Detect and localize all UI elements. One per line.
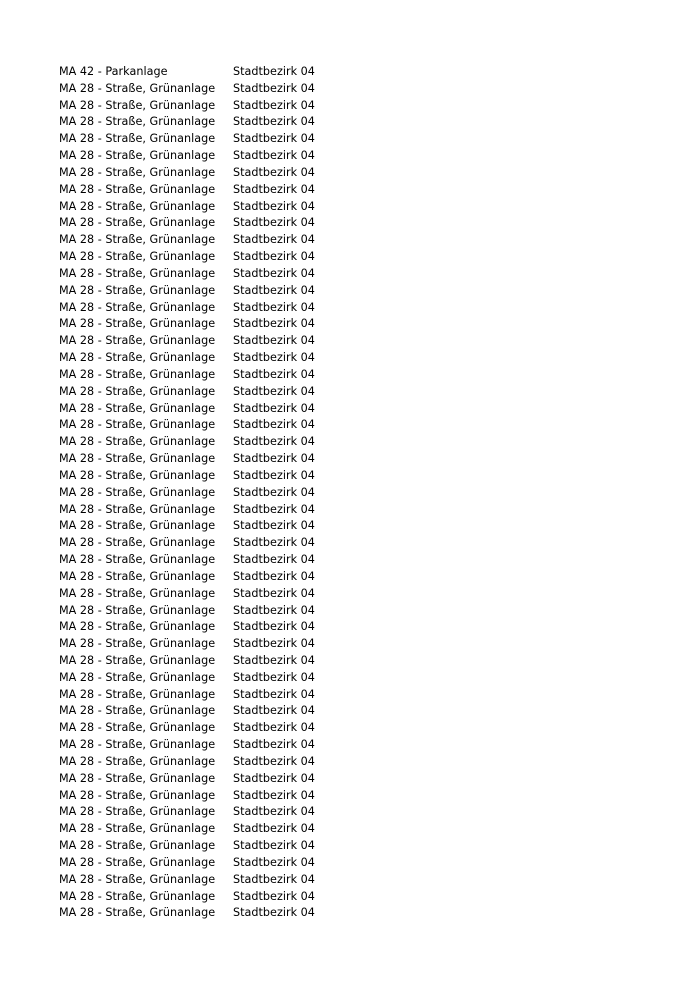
- cell-department: MA 28 - Straße, Grünanlage: [59, 704, 216, 718]
- table-row: [59, 266, 359, 283]
- cell-department: MA 28 - Straße, Grünanlage: [59, 872, 216, 886]
- table-row: [59, 300, 359, 317]
- cell-district: Stadtbezirk 04: [233, 199, 315, 213]
- table-row: [59, 81, 359, 98]
- table-row: [59, 249, 359, 266]
- cell-department: MA 28 - Straße, Grünanlage: [59, 553, 216, 567]
- table-row: [59, 468, 359, 485]
- table-row: [59, 889, 359, 906]
- table-row: [59, 653, 359, 670]
- cell-district: Stadtbezirk 04: [233, 182, 315, 196]
- table-row: [59, 804, 359, 821]
- table-row: [59, 485, 359, 502]
- cell-district: Stadtbezirk 04: [233, 149, 315, 163]
- table-row: [59, 165, 359, 182]
- cell-district: Stadtbezirk 04: [233, 872, 315, 886]
- cell-district: Stadtbezirk 04: [233, 334, 315, 348]
- cell-district: Stadtbezirk 04: [233, 839, 315, 853]
- cell-department: MA 28 - Straße, Grünanlage: [59, 603, 216, 617]
- cell-district: Stadtbezirk 04: [233, 300, 315, 314]
- table-row: [59, 586, 359, 603]
- cell-department: MA 28 - Straße, Grünanlage: [59, 98, 216, 112]
- cell-department: MA 28 - Straße, Grünanlage: [59, 502, 216, 516]
- cell-district: Stadtbezirk 04: [233, 519, 315, 533]
- table-row: [59, 283, 359, 300]
- cell-department: MA 28 - Straße, Grünanlage: [59, 199, 216, 213]
- table-row: [59, 316, 359, 333]
- cell-district: Stadtbezirk 04: [233, 367, 315, 381]
- cell-department: MA 28 - Straße, Grünanlage: [59, 182, 216, 196]
- cell-department: MA 28 - Straße, Grünanlage: [59, 468, 216, 482]
- table-row: [59, 434, 359, 451]
- cell-department: MA 28 - Straße, Grünanlage: [59, 788, 216, 802]
- cell-district: Stadtbezirk 04: [233, 384, 315, 398]
- cell-district: Stadtbezirk 04: [233, 670, 315, 684]
- cell-department: MA 28 - Straße, Grünanlage: [59, 418, 216, 432]
- cell-department: MA 28 - Straße, Grünanlage: [59, 149, 216, 163]
- cell-department: MA 28 - Straße, Grünanlage: [59, 266, 216, 280]
- table-row: [59, 619, 359, 636]
- cell-department: MA 28 - Straße, Grünanlage: [59, 670, 216, 684]
- cell-district: Stadtbezirk 04: [233, 485, 315, 499]
- cell-district: Stadtbezirk 04: [233, 637, 315, 651]
- cell-district: Stadtbezirk 04: [233, 569, 315, 583]
- cell-department: MA 28 - Straße, Grünanlage: [59, 233, 216, 247]
- cell-department: MA 28 - Straße, Grünanlage: [59, 435, 216, 449]
- cell-department: MA 28 - Straße, Grünanlage: [59, 839, 216, 853]
- table-row: [59, 199, 359, 216]
- cell-district: Stadtbezirk 04: [233, 906, 315, 920]
- cell-district: Stadtbezirk 04: [233, 687, 315, 701]
- cell-department: MA 28 - Straße, Grünanlage: [59, 754, 216, 768]
- table-row: [59, 838, 359, 855]
- table-row: [59, 182, 359, 199]
- cell-department: MA 28 - Straße, Grünanlage: [59, 653, 216, 667]
- table-row: [59, 821, 359, 838]
- cell-department: MA 28 - Straße, Grünanlage: [59, 805, 216, 819]
- cell-department: MA 28 - Straße, Grünanlage: [59, 586, 216, 600]
- cell-district: Stadtbezirk 04: [233, 233, 315, 247]
- cell-district: Stadtbezirk 04: [233, 250, 315, 264]
- cell-district: Stadtbezirk 04: [233, 317, 315, 331]
- table-row: [59, 232, 359, 249]
- cell-district: Stadtbezirk 04: [233, 553, 315, 567]
- table-row: [59, 670, 359, 687]
- table-row: [59, 636, 359, 653]
- cell-district: Stadtbezirk 04: [233, 418, 315, 432]
- table-row: [59, 603, 359, 620]
- table-row: [59, 215, 359, 232]
- table-row: [59, 737, 359, 754]
- table-row: [59, 114, 359, 131]
- cell-department: MA 28 - Straße, Grünanlage: [59, 620, 216, 634]
- cell-department: MA 28 - Straße, Grünanlage: [59, 250, 216, 264]
- cell-department: MA 28 - Straße, Grünanlage: [59, 452, 216, 466]
- table-row: [59, 384, 359, 401]
- table-row: [59, 148, 359, 165]
- cell-district: Stadtbezirk 04: [233, 165, 315, 179]
- cell-department: MA 28 - Straße, Grünanlage: [59, 132, 216, 146]
- table-row: [59, 451, 359, 468]
- cell-district: Stadtbezirk 04: [233, 805, 315, 819]
- table-row: [59, 552, 359, 569]
- cell-department: MA 28 - Straße, Grünanlage: [59, 351, 216, 365]
- cell-district: Stadtbezirk 04: [233, 115, 315, 129]
- table-row: [59, 367, 359, 384]
- cell-department: MA 28 - Straße, Grünanlage: [59, 367, 216, 381]
- cell-department: MA 28 - Straße, Grünanlage: [59, 569, 216, 583]
- cell-department: MA 28 - Straße, Grünanlage: [59, 81, 216, 95]
- cell-department: MA 28 - Straße, Grünanlage: [59, 216, 216, 230]
- cell-district: Stadtbezirk 04: [233, 283, 315, 297]
- data-table: [59, 64, 359, 922]
- cell-department: MA 28 - Straße, Grünanlage: [59, 822, 216, 836]
- cell-department: MA 28 - Straße, Grünanlage: [59, 115, 216, 129]
- cell-district: Stadtbezirk 04: [233, 216, 315, 230]
- cell-department: MA 28 - Straße, Grünanlage: [59, 855, 216, 869]
- table-row: [59, 64, 359, 81]
- cell-department: MA 28 - Straße, Grünanlage: [59, 165, 216, 179]
- cell-department: MA 28 - Straße, Grünanlage: [59, 738, 216, 752]
- table-row: [59, 535, 359, 552]
- cell-district: Stadtbezirk 04: [233, 855, 315, 869]
- cell-district: Stadtbezirk 04: [233, 586, 315, 600]
- cell-department: MA 28 - Straße, Grünanlage: [59, 401, 216, 415]
- cell-district: Stadtbezirk 04: [233, 468, 315, 482]
- cell-district: Stadtbezirk 04: [233, 620, 315, 634]
- cell-district: Stadtbezirk 04: [233, 401, 315, 415]
- cell-district: Stadtbezirk 04: [233, 704, 315, 718]
- table-row: [59, 771, 359, 788]
- table-row: [59, 569, 359, 586]
- cell-district: Stadtbezirk 04: [233, 65, 315, 78]
- cell-department: MA 28 - Straße, Grünanlage: [59, 906, 216, 920]
- cell-district: Stadtbezirk 04: [233, 788, 315, 802]
- cell-district: Stadtbezirk 04: [233, 536, 315, 550]
- cell-department: MA 28 - Straße, Grünanlage: [59, 889, 216, 903]
- table-row: [59, 687, 359, 704]
- table-row: [59, 855, 359, 872]
- cell-district: Stadtbezirk 04: [233, 351, 315, 365]
- cell-district: Stadtbezirk 04: [233, 132, 315, 146]
- table-row: [59, 333, 359, 350]
- table-row: [59, 98, 359, 115]
- table-row: [59, 131, 359, 148]
- table-row: [59, 703, 359, 720]
- table-row: [59, 401, 359, 418]
- cell-district: Stadtbezirk 04: [233, 452, 315, 466]
- cell-department: MA 28 - Straße, Grünanlage: [59, 334, 216, 348]
- table-row: [59, 788, 359, 805]
- cell-department: MA 28 - Straße, Grünanlage: [59, 536, 216, 550]
- cell-department: MA 28 - Straße, Grünanlage: [59, 300, 216, 314]
- table-row: [59, 502, 359, 519]
- cell-department: MA 28 - Straße, Grünanlage: [59, 485, 216, 499]
- cell-district: Stadtbezirk 04: [233, 81, 315, 95]
- table-row: [59, 872, 359, 889]
- table-row: [59, 350, 359, 367]
- cell-district: Stadtbezirk 04: [233, 435, 315, 449]
- cell-department: MA 28 - Straße, Grünanlage: [59, 637, 216, 651]
- cell-district: Stadtbezirk 04: [233, 822, 315, 836]
- cell-department: MA 28 - Straße, Grünanlage: [59, 721, 216, 735]
- cell-district: Stadtbezirk 04: [233, 98, 315, 112]
- cell-department: MA 28 - Straße, Grünanlage: [59, 519, 216, 533]
- cell-district: Stadtbezirk 04: [233, 738, 315, 752]
- table-row: [59, 720, 359, 737]
- cell-district: Stadtbezirk 04: [233, 771, 315, 785]
- cell-department: MA 28 - Straße, Grünanlage: [59, 384, 216, 398]
- cell-district: Stadtbezirk 04: [233, 754, 315, 768]
- cell-department: MA 42 - Parkanlage: [59, 65, 168, 78]
- cell-district: Stadtbezirk 04: [233, 889, 315, 903]
- cell-department: MA 28 - Straße, Grünanlage: [59, 687, 216, 701]
- cell-district: Stadtbezirk 04: [233, 266, 315, 280]
- cell-district: Stadtbezirk 04: [233, 502, 315, 516]
- cell-district: Stadtbezirk 04: [233, 603, 315, 617]
- cell-district: Stadtbezirk 04: [233, 653, 315, 667]
- table-row: [59, 518, 359, 535]
- table-row: [59, 754, 359, 771]
- table-row: [59, 417, 359, 434]
- cell-department: MA 28 - Straße, Grünanlage: [59, 283, 216, 297]
- cell-department: MA 28 - Straße, Grünanlage: [59, 771, 216, 785]
- cell-department: MA 28 - Straße, Grünanlage: [59, 317, 216, 331]
- cell-district: Stadtbezirk 04: [233, 721, 315, 735]
- table-row: [59, 905, 359, 922]
